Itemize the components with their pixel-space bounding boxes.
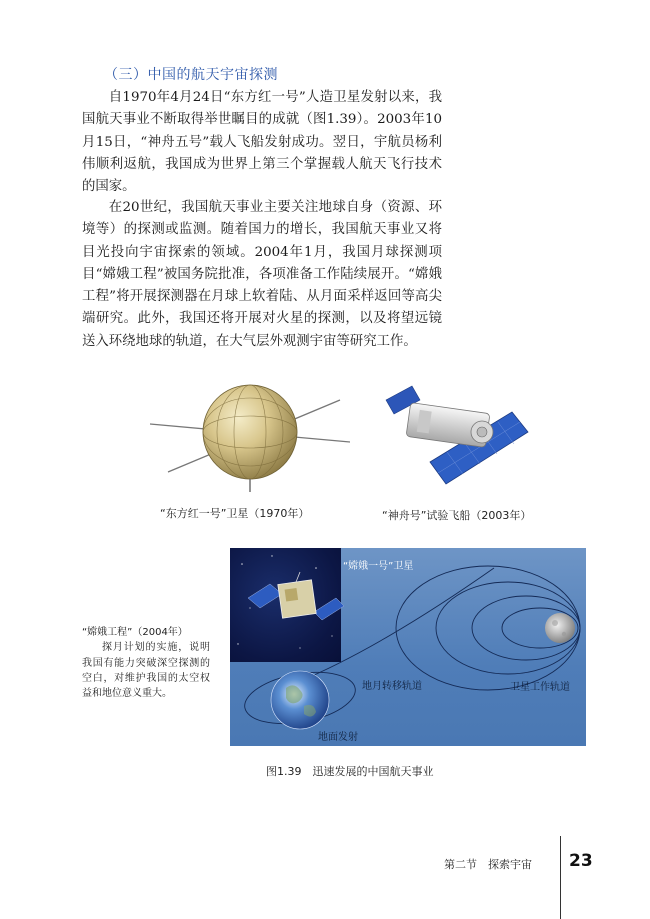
change-satellite-label: “嫦娥一号”卫星 xyxy=(343,561,414,572)
dongfanghong-satellite-image xyxy=(150,372,350,500)
footer-section-label: 第二节 探索宇宙 xyxy=(444,858,532,871)
moon-image xyxy=(545,613,575,643)
page-number: 23 xyxy=(569,851,593,871)
shenzhou-caption: “神舟号”试验飞船（2003年） xyxy=(382,509,532,522)
figure-caption: 图1.39 迅速发展的中国航天事业 xyxy=(266,765,434,778)
change-side-note xyxy=(82,625,210,701)
change-satellite-icon xyxy=(248,572,344,620)
change-mission-diagram xyxy=(230,548,586,746)
paragraph-1: 自1970年4月24日“东方红一号”人造卫星发射以来，我国航天事业不断取得举世瞩目的成就（图1.39）。2003年10月15日，“神舟五号”载人飞船发射成功。翌日，宇航员杨利伟顺利返航，我国成为世界上第三个掌握载人航天飞行技术的国家。 xyxy=(82,90,442,195)
shenzhou-spacecraft-image xyxy=(372,382,532,504)
footer-divider xyxy=(560,836,561,919)
paragraph-2: 在20世纪，我国航天事业主要关注地球自身（资源、环境等）的探测或监测。随着国力的增长，我国航天事业又将目光投向宇宙探索的领域。2004年1月，我国月球探测项目“嫦娥工程”被国务院批准，各项准备工作陆续展开。“嫦娥工程”将开展探测器在月球上软着陆、从月面采样返回等高尖端研究。此外，我国还将开展对火星的探测，以及将望远镜送入环绕地球的轨道，在大气层外观测宇宙等研究工作。 xyxy=(82,200,442,349)
section-title: （三）中国的航天宇宙探测 xyxy=(104,67,278,83)
launch-label: 地面发射 xyxy=(318,732,358,743)
transfer-orbit-label: 地月转移轨道 xyxy=(362,681,422,692)
side-note-body: 探月计划的实施，说明我国有能力突破深空探测的空白，对维护我国的太空权益和地位意义重大。 xyxy=(82,642,210,700)
side-note-title: “嫦娥工程”（2004年） xyxy=(82,627,188,638)
dongfanghong-caption: “东方红一号”卫星（1970年） xyxy=(160,507,310,520)
work-orbit-label: 卫星工作轨道 xyxy=(510,682,570,693)
